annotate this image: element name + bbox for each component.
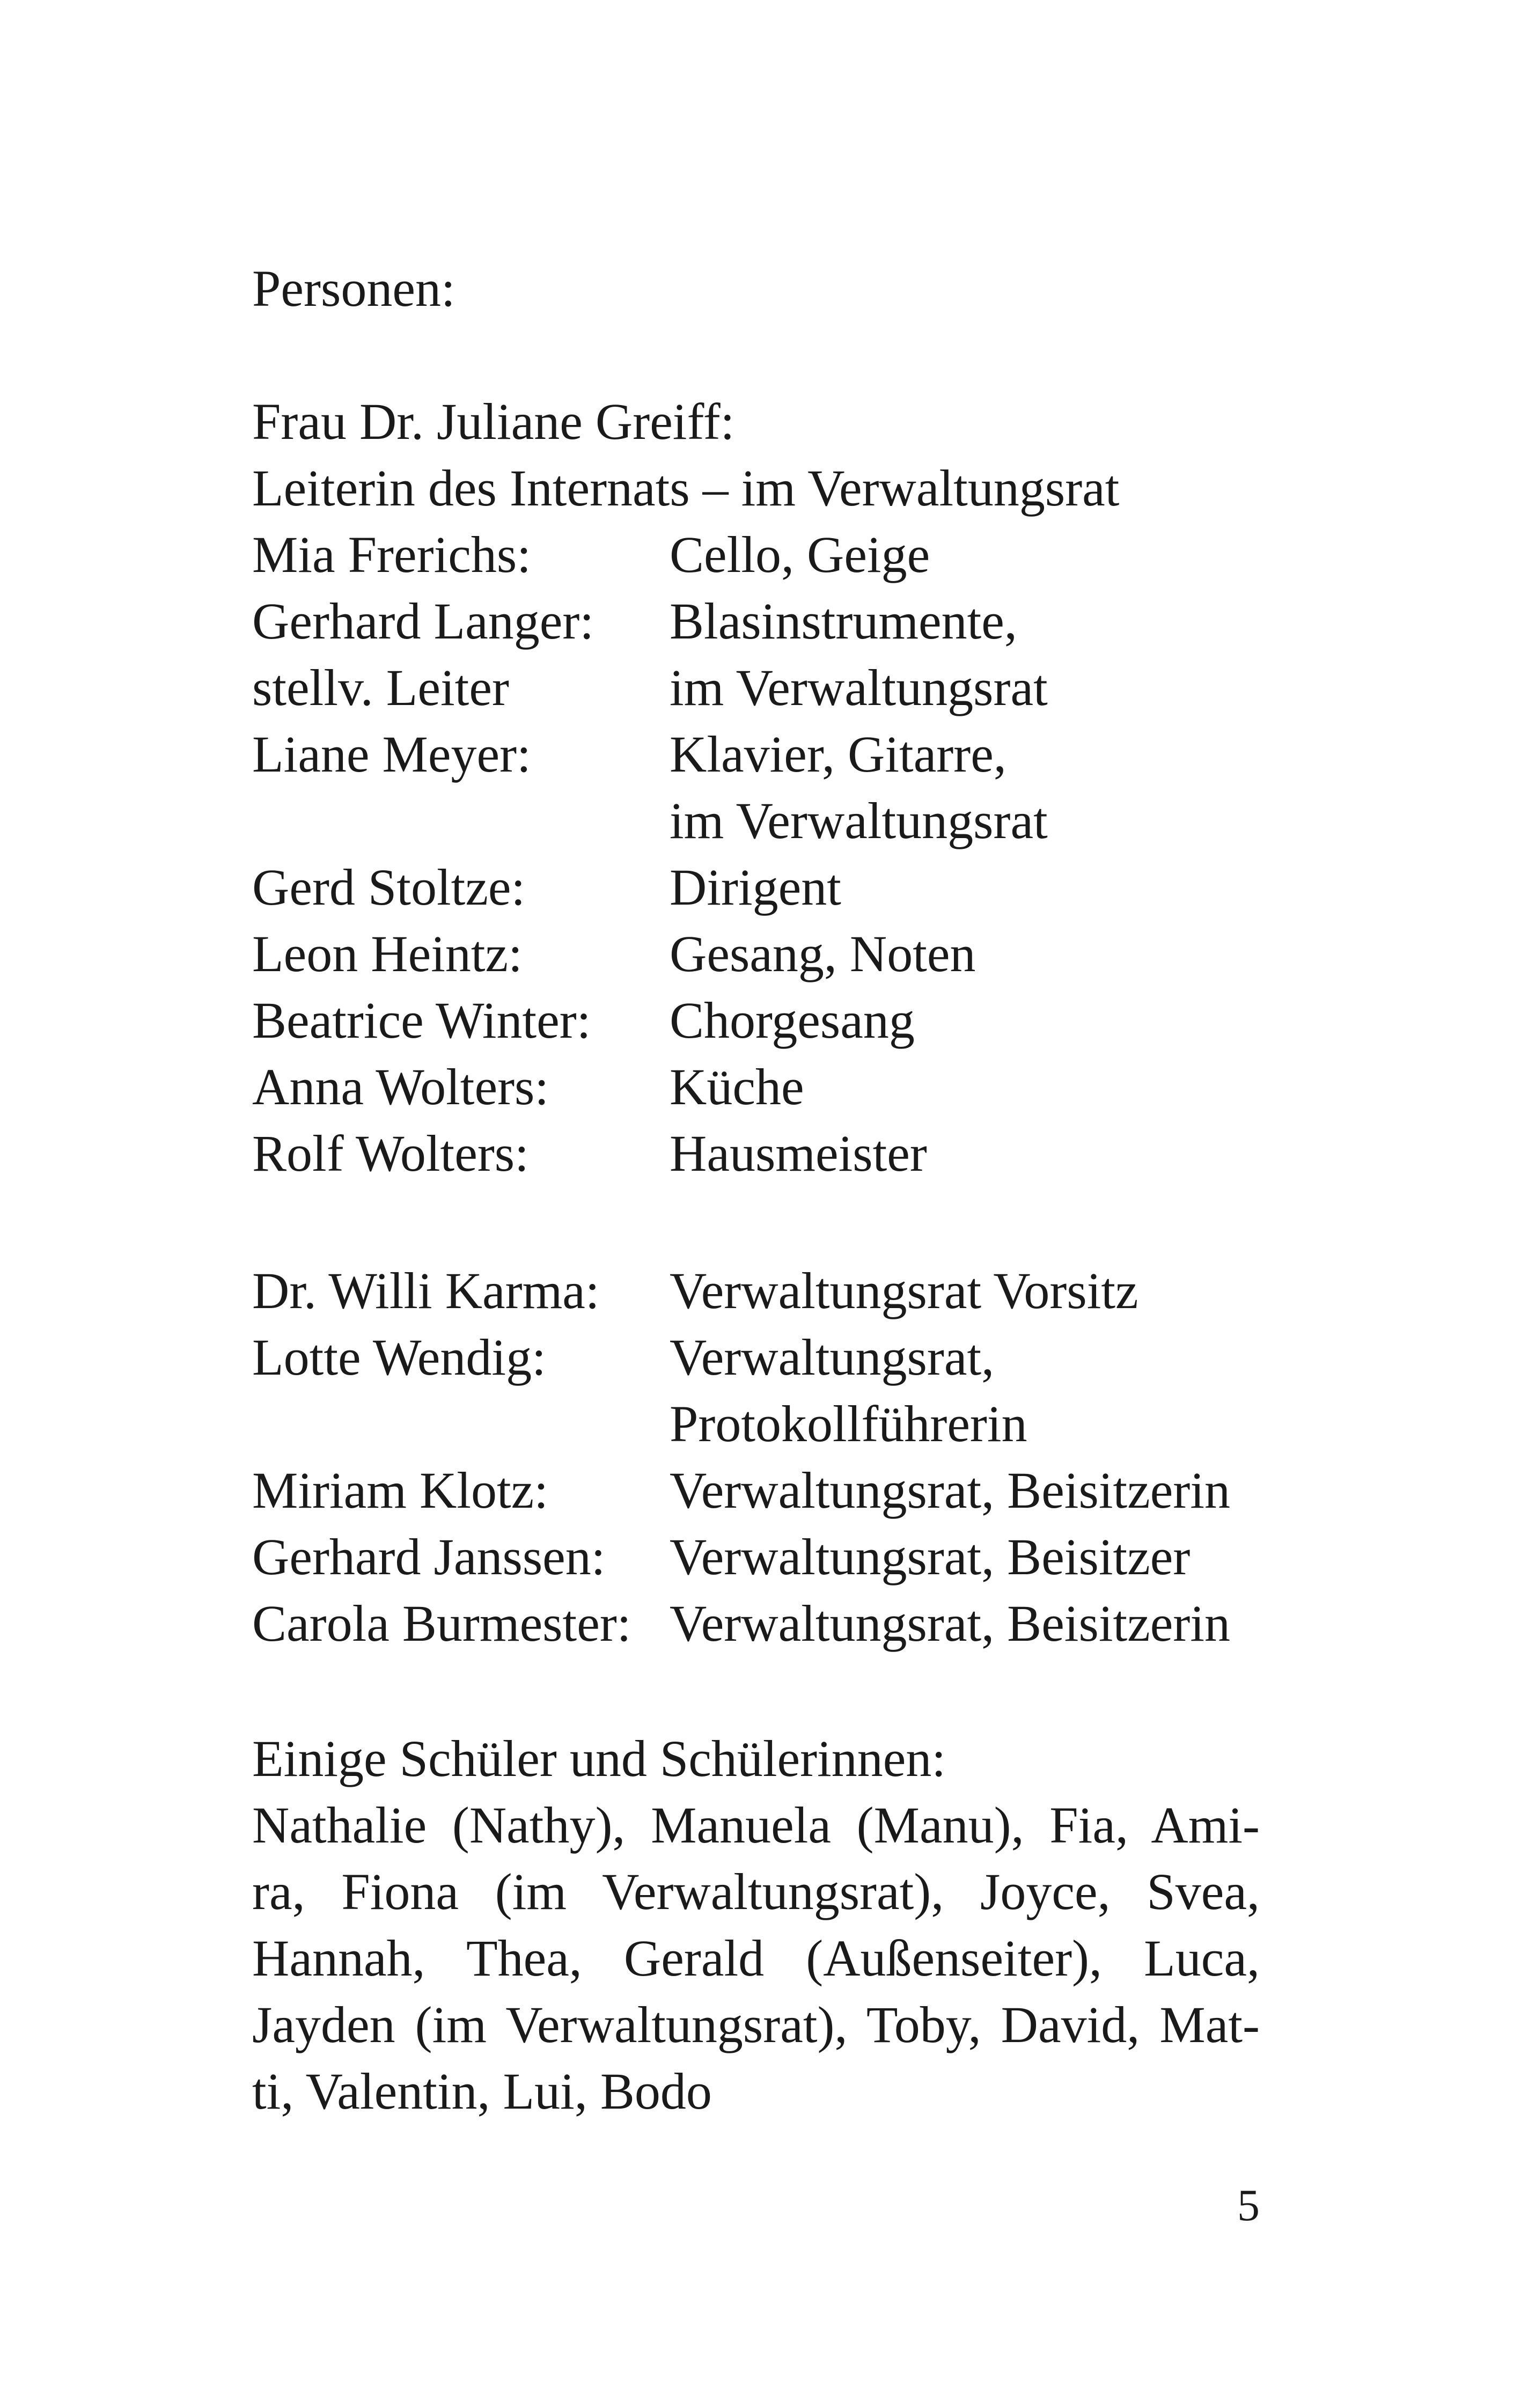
board-name: Dr. Willi Karma: xyxy=(252,1262,600,1319)
staff-row xyxy=(252,921,1048,987)
board-role: Verwaltungsrat, xyxy=(670,1328,995,1386)
students-line: Jayden (im Verwaltungsrat), Toby, David, Mat- xyxy=(252,1996,1260,2053)
board-row xyxy=(252,1391,1230,1457)
students-line: Hannah, Thea, Gerald (Außenseiter), Luca, xyxy=(252,1929,1260,1987)
lead-character xyxy=(252,388,1119,522)
lead-role: Leiterin des Internats – im Verwaltungsrat xyxy=(252,459,1120,517)
staff-role: Dirigent xyxy=(670,858,841,916)
staff-row xyxy=(252,854,1048,921)
staff-name: Gerd Stoltze: xyxy=(252,858,526,916)
staff-role: Küche xyxy=(670,1058,804,1115)
staff-name: Anna Wolters: xyxy=(252,1058,549,1115)
staff-role: Gesang, Noten xyxy=(670,925,976,982)
staff-row xyxy=(252,721,1048,788)
students-line: ti, Valentin, Lui, Bodo xyxy=(252,2062,712,2120)
staff-row xyxy=(252,588,1048,655)
lead-name: Frau Dr. Juliane Greiff: xyxy=(252,393,735,450)
staff-row xyxy=(252,655,1048,721)
board-name: Miriam Klotz: xyxy=(252,1462,548,1519)
board-row xyxy=(252,1258,1230,1324)
staff-role: Blasinstrumente, xyxy=(670,592,1017,650)
page-heading: Personen: xyxy=(252,260,455,317)
staff-role: im Verwaltungsrat xyxy=(670,792,1048,849)
staff-name: Gerhard Langer: xyxy=(252,592,594,650)
staff-name: stellv. Leiter xyxy=(252,659,509,716)
staff-name xyxy=(252,788,670,854)
page-number: 5 xyxy=(1237,2181,1260,2230)
board-row xyxy=(252,1524,1230,1590)
board-role: Verwaltungsrat, Beisitzer xyxy=(670,1528,1191,1585)
staff-name: Leon Heintz: xyxy=(252,925,523,982)
staff-name: Liane Meyer: xyxy=(252,725,531,783)
staff-name: Mia Frerichs: xyxy=(252,526,531,583)
staff-role: Hausmeister xyxy=(670,1125,927,1182)
staff-role: Klavier, Gitarre, xyxy=(670,725,1006,783)
staff-row xyxy=(252,1054,1048,1120)
board-row xyxy=(252,1457,1230,1524)
board-list xyxy=(252,1258,1230,1657)
board-name: Lotte Wendig: xyxy=(252,1328,546,1386)
staff-name: Rolf Wolters: xyxy=(252,1125,529,1182)
students-title: Einige Schüler und Schülerinnen: xyxy=(252,1730,946,1787)
students-section xyxy=(252,1726,1260,2125)
students-line: Nathalie (Nathy), Manuela (Manu), Fia, Ami- xyxy=(252,1796,1260,1854)
board-role: Protokollführerin xyxy=(670,1395,1027,1452)
board-name: Carola Burmester: xyxy=(252,1595,631,1652)
staff-name: Beatrice Winter: xyxy=(252,992,591,1049)
board-role: Verwaltungsrat Vorsitz xyxy=(670,1262,1138,1319)
staff-row xyxy=(252,987,1048,1054)
staff-row xyxy=(252,788,1048,854)
staff-row xyxy=(252,522,1048,588)
board-role: Verwaltungsrat, Beisitzerin xyxy=(670,1595,1231,1652)
staff-role: Chorgesang xyxy=(670,992,915,1049)
board-row xyxy=(252,1590,1230,1657)
board-name xyxy=(252,1391,670,1457)
staff-row xyxy=(252,1120,1048,1187)
staff-list xyxy=(252,522,1048,1187)
board-row xyxy=(252,1324,1230,1391)
staff-role: Cello, Geige xyxy=(670,526,930,583)
staff-role: im Verwaltungsrat xyxy=(670,659,1048,716)
board-role: Verwaltungsrat, Beisitzerin xyxy=(670,1462,1231,1519)
board-name: Gerhard Janssen: xyxy=(252,1528,606,1585)
students-line: ra, Fiona (im Verwaltungsrat), Joyce, Svea, xyxy=(252,1863,1260,1920)
